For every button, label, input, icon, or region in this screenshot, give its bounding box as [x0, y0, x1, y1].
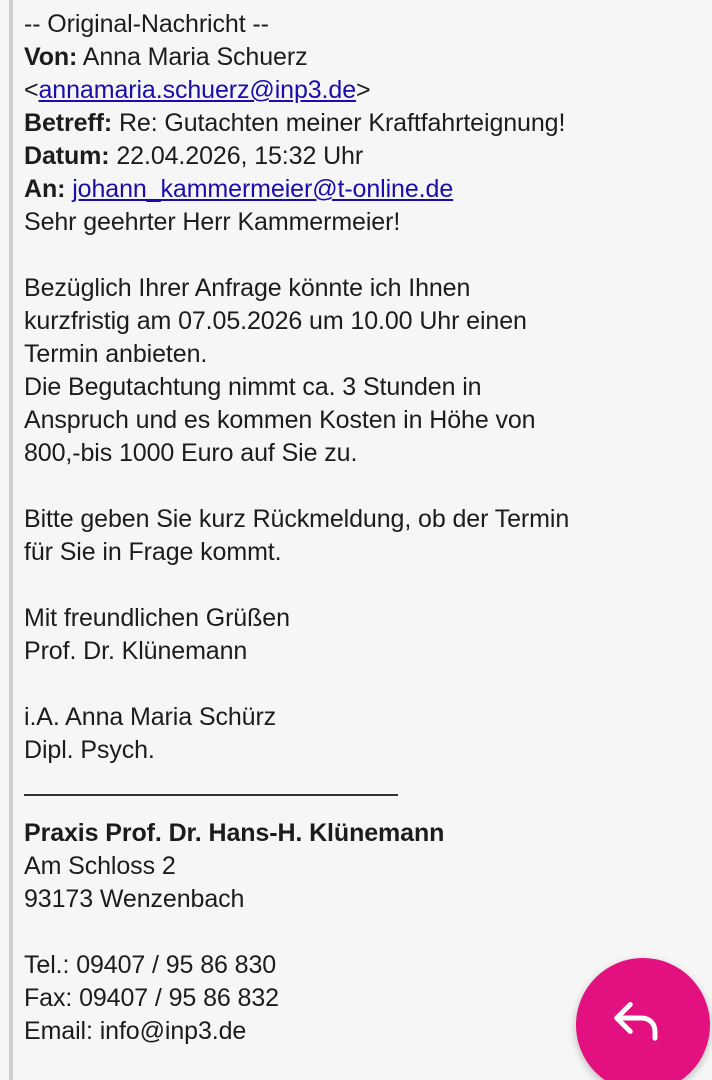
to-email-link[interactable]: johann_kammermeier@t-online.de — [72, 175, 454, 203]
subject-label: Betreff: — [24, 109, 113, 137]
closing-name: Prof. Dr. Klünemann — [24, 637, 248, 665]
from-email-link[interactable]: annamaria.schuerz@inp3.de — [38, 76, 357, 104]
signer-name: i.A. Anna Maria Schürz — [24, 703, 277, 731]
reply-icon — [622, 1001, 664, 1050]
body-line: Termin anbieten. — [24, 340, 208, 368]
body-line: Anspruch und es kommen Kosten in Höhe von — [24, 406, 536, 434]
reply-button[interactable] — [576, 958, 710, 1080]
body-line: Bezüglich Ihrer Anfrage könnte ich Ihnen — [24, 274, 471, 302]
to-label: An: — [24, 175, 66, 203]
body-line: Die Begutachtung nimmt ca. 3 Stunden in — [24, 373, 482, 401]
from-name: Anna Maria Schuerz — [82, 43, 308, 71]
to-line — [24, 173, 704, 206]
greeting: Sehr geehrter Herr Kammermeier! — [24, 208, 401, 236]
subject-text: Re: Gutachten meiner Kraftfahrteignung! — [118, 109, 566, 137]
from-line — [24, 41, 704, 74]
company-email: Email: info@inp3.de — [24, 1017, 247, 1045]
company-name: Praxis Prof. Dr. Hans-H. Klünemann — [24, 819, 445, 847]
body-line: kurzfristig am 07.05.2026 um 10.00 Uhr einen — [24, 307, 527, 335]
quoted-message — [24, 8, 704, 1048]
date-line — [24, 140, 704, 173]
quote-bar — [9, 0, 13, 1080]
company-city: 93173 Wenzenbach — [24, 885, 245, 913]
company-street: Am Schloss 2 — [24, 852, 176, 880]
body-line: Bitte geben Sie kurz Rückmeldung, ob der Termin — [24, 505, 570, 533]
subject-line — [24, 107, 704, 140]
date-label: Datum: — [24, 142, 110, 170]
company-fax: Fax: 09407 / 95 86 832 — [24, 984, 279, 1012]
from-email-line: <annamaria.schuerz@inp3.de> — [24, 76, 371, 104]
body-line: 800,-bis 1000 Euro auf Sie zu. — [24, 439, 358, 467]
signer-title: Dipl. Psych. — [24, 736, 155, 764]
from-label: Von: — [24, 43, 78, 71]
closing: Mit freundlichen Grüßen — [24, 604, 290, 632]
body-line: für Sie in Frage kommt. — [24, 538, 282, 566]
original-message-label: -- Original-Nachricht -- — [24, 10, 269, 38]
date-text: 22.04.2026, 15:32 Uhr — [116, 142, 364, 170]
company-phone: Tel.: 09407 / 95 86 830 — [24, 951, 277, 979]
